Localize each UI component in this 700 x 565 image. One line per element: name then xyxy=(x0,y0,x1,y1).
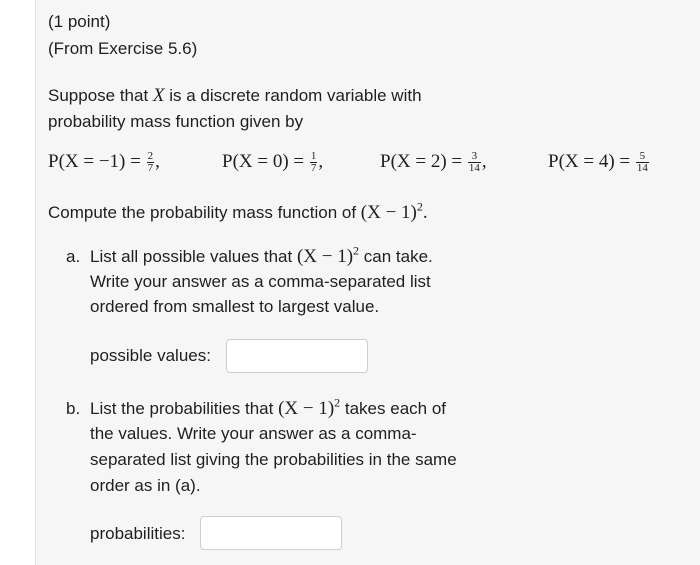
compute-expr: (X − 1) xyxy=(360,202,417,223)
pmf-separator: , xyxy=(481,151,487,172)
pmf-term-4 xyxy=(548,150,650,174)
part-a-line2: Write your answer as a comma-separated list xyxy=(90,272,431,291)
pmf-numerator: 5 xyxy=(636,151,649,163)
pmf-lhs: P(X = 4) = xyxy=(548,151,635,172)
pmf-term-3 xyxy=(380,150,487,174)
part-b-line2: the values. Write your answer as a comma- xyxy=(90,424,417,443)
part-a-post: can take. xyxy=(359,247,433,266)
part-a-expression xyxy=(296,243,360,267)
pmf-fraction xyxy=(147,151,155,174)
pmf-lhs: P(X = −1) = xyxy=(48,151,146,172)
part-b-line1 xyxy=(90,397,446,421)
pmf-separator: , xyxy=(155,151,160,172)
pmf-fraction xyxy=(310,151,318,174)
probabilities-label: probabilities: xyxy=(90,524,186,543)
intro-pre: Suppose that xyxy=(48,86,153,105)
part-a-line3: ordered from smallest to largest value. xyxy=(90,297,380,316)
part-b-line3: separated list giving the probabilities in the same xyxy=(90,450,457,469)
part-b-pre: List the probabilities that xyxy=(90,399,279,418)
part-a-line1 xyxy=(90,245,433,269)
probabilities-input[interactable] xyxy=(200,516,342,550)
pmf-lhs: P(X = 0) = xyxy=(222,151,309,172)
part-a-pre: List all possible values that xyxy=(90,247,297,266)
problem-intro-line2: probability mass function given by xyxy=(48,112,304,131)
pmf-fraction xyxy=(636,151,649,174)
part-b-letter: b. xyxy=(66,399,81,418)
pmf-term-2 xyxy=(222,150,323,174)
compute-pre: Compute the probability mass function of xyxy=(48,203,361,222)
part-b-expression xyxy=(278,395,341,419)
pmf-denominator: 14 xyxy=(636,162,648,175)
pmf-numerator: 2 xyxy=(147,150,154,163)
possible-values-label: possible values: xyxy=(90,346,211,365)
pmf-numerator: 1 xyxy=(310,150,317,163)
compute-expression xyxy=(360,199,428,223)
points-label: (1 point) xyxy=(48,12,111,31)
compute-instruction xyxy=(48,201,428,225)
compute-exponent: 2 xyxy=(416,199,423,214)
compute-post: . xyxy=(422,202,428,223)
pmf-lhs: P(X = 2) = xyxy=(380,151,467,172)
part-a-letter: a. xyxy=(66,247,81,266)
pmf-separator: , xyxy=(318,151,324,172)
pmf-denominator: 14 xyxy=(468,162,480,175)
pmf-fraction xyxy=(468,151,481,174)
part-a-expr: (X − 1) xyxy=(296,246,354,267)
pmf-term-1 xyxy=(48,150,160,174)
pmf-numerator: 3 xyxy=(468,151,481,163)
part-b-line4: order as in (a). xyxy=(90,476,201,495)
part-b-post: takes each of xyxy=(340,399,446,418)
part-b-expr: (X − 1) xyxy=(278,398,335,419)
part-a-exponent: 2 xyxy=(353,243,360,258)
intro-post: is a discrete random variable with xyxy=(164,86,422,105)
variable-x: X xyxy=(152,85,165,106)
exercise-source: (From Exercise 5.6) xyxy=(48,39,198,58)
pmf-denominator: 7 xyxy=(147,162,154,175)
possible-values-input[interactable] xyxy=(226,339,368,373)
pmf-denominator: 7 xyxy=(310,162,317,175)
part-b-exponent: 2 xyxy=(334,395,341,410)
problem-intro xyxy=(48,84,422,108)
